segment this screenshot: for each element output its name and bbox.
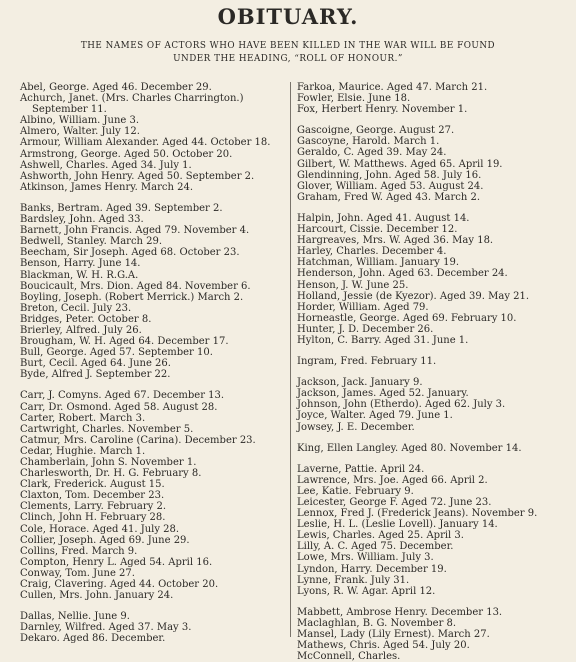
obituary-entry: Ashwell, Charles. Aged 34. July 1. xyxy=(20,159,192,171)
obituary-entry: Bardsley, John. Aged 33. xyxy=(20,214,144,226)
obituary-entry: Gilbert, W. Matthews. Aged 65. April 19. xyxy=(297,158,503,170)
obituary-entry: Glendinning, John. Aged 58. July 16. xyxy=(297,169,482,181)
obituary-entry: Leslie, H. L. (Leslie Lovell). January 14. xyxy=(297,519,498,531)
obituary-entry: Lawrence, Mrs. Joe. Aged 66. April 2. xyxy=(297,474,488,486)
obituary-entry: Catmur, Mrs. Caroline (Carina). December 23. xyxy=(20,434,256,446)
obituary-entry: Gascoigne, George. August 27. xyxy=(297,125,455,137)
obituary-entry: Lyndon, Harry. December 19. xyxy=(297,563,447,575)
obituary-entry: Banks, Bertram. Aged 39. September 2. xyxy=(20,202,223,214)
obituary-entry: Brougham, W. H. Aged 64. December 17. xyxy=(20,336,229,348)
obituary-entry: Conway, Tom. June 27. xyxy=(20,567,135,579)
obituary-entry: Mabbett, Ambrose Henry. December 13. xyxy=(297,606,503,618)
obituary-entry: Abel, George. Aged 46. December 29. xyxy=(20,82,212,93)
obituary-entry: Dallas, Nellie. June 9. xyxy=(20,611,130,623)
obituary-entry: Clark, Frederick. August 15. xyxy=(20,479,165,491)
obituary-entry: Boyling, Joseph. (Robert Merrick.) March 2. xyxy=(20,291,244,303)
obituary-entry: Collins, Fred. March 9. xyxy=(20,545,138,557)
group-gap xyxy=(297,597,569,607)
right-column xyxy=(297,82,569,662)
obituary-entry: Jowsey, J. E. December. xyxy=(297,421,415,433)
obituary-entry: Almero, Walter. July 12. xyxy=(20,126,140,138)
obituary-entry: Breton, Cecil. July 23. xyxy=(20,302,132,314)
obituary-entry: Ashworth, John Henry. Aged 50. September 2. xyxy=(20,170,255,182)
obituary-entry: Carter, Robert. March 3. xyxy=(20,412,146,424)
obituary-entry: Johnson, John (Etherdo). Aged 62. July 3. xyxy=(297,399,506,411)
obituary-entry: King, Ellen Langley. Aged 80. November 14. xyxy=(297,442,522,454)
obituary-entry: Cartwright, Charles. November 5. xyxy=(20,423,194,435)
obituary-entry: Byde, Alfred J. September 22. xyxy=(20,369,171,381)
obituary-entry: Benson, Harry. June 14. xyxy=(20,258,141,270)
obituary-entry: Hylton, C. Barry. Aged 31. June 1. xyxy=(297,334,469,346)
obituary-entry: Hunter, J. D. December 26. xyxy=(297,323,434,335)
obituary-entry: Leicester, George F. Aged 72. June 23. xyxy=(297,497,492,508)
group-gap xyxy=(297,115,569,125)
obituary-entry: Boucicault, Mrs. Dion. Aged 84. November 6. xyxy=(20,280,251,292)
obituary-entry: Darnley, Wilfred. Aged 37. May 3. xyxy=(20,622,192,634)
subtitle-line-2: UNDER THE HEADING, “ROLL OF HONOUR.” xyxy=(173,54,403,64)
obituary-entry: Compton, Henry L. Aged 54. April 16. xyxy=(20,556,213,568)
obituary-entry: Barnett, John Francis. Aged 79. November 4. xyxy=(20,225,250,237)
obituary-entry: Jackson, James. Aged 52. January. xyxy=(297,388,469,400)
obituary-entry: Fox, Herbert Henry. November 1. xyxy=(297,104,468,116)
obituary-entry: Bridges, Peter. October 8. xyxy=(20,313,152,325)
group-gap xyxy=(20,380,296,390)
obituary-entry: Joyce, Walter. Aged 79. June 1. xyxy=(297,410,453,422)
obituary-entry: Horneastle, George. Aged 69. February 10. xyxy=(297,312,517,324)
obituary-entry: Clinch, John H. February 28. xyxy=(20,512,166,524)
group-gap xyxy=(297,203,569,213)
obituary-entry: Halpin, John. Aged 41. August 14. xyxy=(297,212,470,224)
obituary-entry: Bull, George. Aged 57. September 10. xyxy=(20,347,213,359)
obituary-entry: Beecham, Sir Joseph. Aged 68. October 23. xyxy=(20,247,240,259)
obituary-entry: Maclaghlan, B. G. November 8. xyxy=(297,617,457,629)
obituary-entry: Graham, Fred W. Aged 43. March 2. xyxy=(297,191,481,203)
obituary-entry: Harcourt, Cissie. December 12. xyxy=(297,224,458,236)
obituary-entry: Achurch, Janet. (Mrs. Charles Charrington.) September 11. xyxy=(20,93,244,116)
group-gap xyxy=(297,433,569,443)
group-gap xyxy=(20,601,296,611)
obituary-entry: Burt, Cecil. Aged 64. June 26. xyxy=(20,358,171,370)
obituary-entry: Lowe, Mrs. William. July 3. xyxy=(297,552,434,564)
column-divider xyxy=(290,82,291,637)
obituary-entry: Albino, William. June 3. xyxy=(20,115,140,127)
obituary-entry: Hargreaves, Mrs. W. Aged 36. May 18. xyxy=(297,235,494,247)
obituary-entry: Farkoa, Maurice. Aged 47. March 21. xyxy=(297,82,488,93)
obituary-entry: Brierley, Alfred. July 26. xyxy=(20,324,142,336)
obituary-entry: Cole, Horace. Aged 41. July 28. xyxy=(20,523,180,535)
obituary-entry: Henson, J. W. June 25. xyxy=(297,279,409,291)
obituary-entry: Geraldo, C. Aged 39. May 24. xyxy=(297,147,447,159)
group-gap xyxy=(297,454,569,464)
obituary-entry: Charlesworth, Dr. H. G. February 8. xyxy=(20,468,202,480)
obituary-entry: Glover, William. Aged 53. August 24. xyxy=(297,180,484,192)
obituary-entry: Armour, William Alexander. Aged 44. October 18. xyxy=(20,137,271,149)
obituary-entry: Harley, Charles. December 4. xyxy=(297,246,447,258)
obituary-entry: Horder, William. Aged 79. xyxy=(297,301,429,313)
obituary-entry: Mathews, Chris. Aged 54. July 20. xyxy=(297,640,470,652)
obituary-entry: Holland, Jessie (de Kyezor). Aged 39. May 21. xyxy=(297,290,530,302)
obituary-entry: Lilly, A. C. Aged 75. December. xyxy=(297,541,454,553)
obituary-entry: Armstrong, George. Aged 50. October 20. xyxy=(20,148,233,160)
obituary-entry: Lennox, Fred J. (Frederick Jeans). November 9. xyxy=(297,508,538,520)
obituary-entry: Blackman, W. H. R.G.A. xyxy=(20,269,139,281)
obituary-entry: Dekaro. Aged 86. December. xyxy=(20,633,166,645)
obituary-entry: Carr, J. Comyns. Aged 67. December 13. xyxy=(20,390,225,402)
subtitle-line-1: THE NAMES OF ACTORS WHO HAVE BEEN KILLED IN THE WAR WILL BE FOUND xyxy=(80,41,496,51)
obituary-entry: Hatchman, William. January 19. xyxy=(297,257,460,269)
left-column xyxy=(20,82,296,645)
obituary-entry: Henderson, John. Aged 63. December 24. xyxy=(297,268,508,280)
obituary-entry: Lewis, Charles. Aged 25. April 3. xyxy=(297,530,464,542)
group-gap xyxy=(297,367,569,377)
obituary-entry: Cullen, Mrs. John. January 24. xyxy=(20,590,174,602)
obituary-entry: Gascoyne, Harold. March 1. xyxy=(297,136,440,148)
subtitle xyxy=(14,40,562,66)
obituary-entry: Laverne, Pattie. April 24. xyxy=(297,463,425,475)
obituary-entry: Ingram, Fred. February 11. xyxy=(297,356,437,368)
page-title: OBITUARY. xyxy=(217,4,359,29)
obituary-entry: Atkinson, James Henry. March 24. xyxy=(20,181,194,193)
obituary-entry: Mansel, Lady (Lily Ernest). March 27. xyxy=(297,629,490,641)
obituary-entry: Craig, Clavering. Aged 44. October 20. xyxy=(20,579,219,591)
obituary-entry: Lyons, R. W. Agar. April 12. xyxy=(297,585,436,597)
obituary-entry: Collier, Joseph. Aged 69. June 29. xyxy=(20,534,190,546)
obituary-entry: Claxton, Tom. December 23. xyxy=(20,490,165,502)
obituary-entry: Jackson, Jack. January 9. xyxy=(297,377,423,389)
obituary-entry: Carr, Dr. Osmond. Aged 58. August 28. xyxy=(20,401,218,413)
obituary-entry: Fowler, Elsie. June 18. xyxy=(297,93,411,105)
obituary-entry: Lynne, Frank. July 31. xyxy=(297,574,410,586)
obituary-entry: Lee, Katie. February 9. xyxy=(297,485,414,497)
obituary-entry: Clements, Larry. February 2. xyxy=(20,501,167,513)
group-gap xyxy=(20,193,296,203)
group-gap xyxy=(297,346,569,356)
obituary-entry: Chamberlain, John S. November 1. xyxy=(20,457,197,468)
obituary-entry: Bedwell, Stanley. March 29. xyxy=(20,236,163,248)
obituary-entry: McConnell, Charles. xyxy=(297,651,401,662)
obituary-entry: Cedar, Hughie. March 1. xyxy=(20,445,146,457)
